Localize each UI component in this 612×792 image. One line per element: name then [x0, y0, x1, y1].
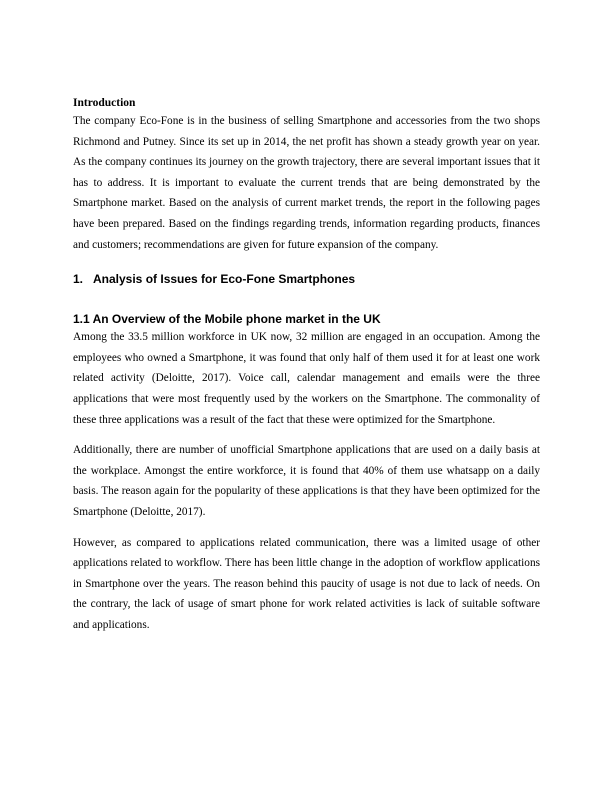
section-1-1-heading: 1.1 An Overview of the Mobile phone market in the UK [73, 312, 381, 327]
section-1-heading [73, 271, 540, 287]
section-1-1-paragraph-2: Additionally, there are number of unofficial Smartphone applications that are used on a daily basis at the workplace. Amongst the entire workforce, it is found that 40% of them use whatsapp on a daily basis. The reason again for the popularity of these applications is that they have been optimized for the Smartphone (Deloitte, 2017). [73, 444, 540, 518]
introduction-heading: Introduction [73, 97, 136, 109]
introduction-paragraph: The company Eco-Fone is in the business of selling Smartphone and accessories from the two shops Richmond and Putney. Since its set up in 2014, the net profit has shown a steady growth year on year. As the company continues its journey on the growth trajectory, there are several important issues that it has to address. It is important to evaluate the current trends that are being demonstrated by the Smartphone market. Based on the analysis of current market trends, the report in the following pages have been prepared. Based on the findings regarding trends, information regarding products, finances and customers; recommendations are given for future expansion of the company. [73, 115, 540, 251]
section-1-1-paragraph-3: However, as compared to applications related communication, there was a limited usage of other applications related to workflow. There has been little change in the adoption of workflow applications in Smartphone over the years. The reason behind this paucity of usage is not due to lack of needs. On the contrary, the lack of usage of smart phone for work related activities is lack of suitable software and applications. [73, 536, 540, 631]
section-1-title: Analysis of Issues for Eco-Fone Smartphones [93, 272, 356, 287]
page-content [73, 95, 540, 635]
section-1-number: 1. [73, 272, 84, 287]
section-1-1-paragraph-1: Among the 33.5 million workforce in UK now, 32 million are engaged in an occupation. Among the employees who owned a Smartphone, it was found that only half of them used it for at least one work related activity (Deloitte, 2017). Voice call, calendar management and emails were the three applications that were most frequently used by the workers on the Smartphone. The commonality of these three applications was a result of the fact that these were optimized for the Smartphone. [73, 331, 540, 426]
